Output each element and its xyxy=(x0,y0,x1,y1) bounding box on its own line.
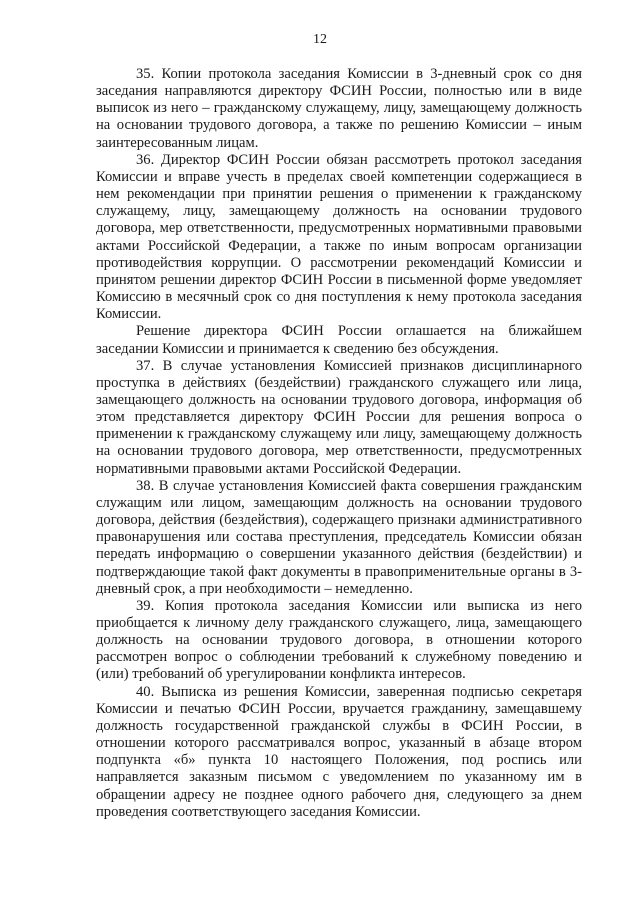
paragraph-38: 38. В случае установления Комиссией факта совершения гражданским служащим или лицом, замещающим должность на основании трудового договора, действия (бездействия), содержащего признаки административного правонарушения или состава преступления, председатель Комиссии обязан передать информацию о совершении указанного действия (бездействии) и подтверждающие такой факт документы в правоприменительные органы в 3-дневный срок, а при необходимости – немедленно. xyxy=(96,477,582,597)
paragraph-36: 36. Директор ФСИН России обязан рассмотреть протокол заседания Комиссии и вправе учесть в пределах своей компетенции содержащиеся в нем рекомендации при принятии решения о применении к гражданскому служащему, лицу, замещающему должность на основании трудового договора, мер ответственности, предусмотренных нормативными правовыми актами Российской Федерации, а также по иным вопросам организации противодействия коррупции. О рассмотрении рекомендаций Комиссии и принятом решении директор ФСИН России в письменной форме уведомляет Комиссию в месячный срок со дня поступления к нему протокола заседания Комиссии. xyxy=(96,151,582,323)
document-body xyxy=(96,66,582,821)
paragraph-36-decision: Решение директора ФСИН России оглашается на ближайшем заседании Комиссии и принимается к сведению без обсуждения. xyxy=(96,323,582,357)
page-number: 12 xyxy=(313,32,327,47)
paragraph-39: 39. Копия протокола заседания Комиссии или выписка из него приобщается к личному делу гражданского служащего, лица, замещающего должность на основании трудового договора, в отношении которого рассмотрен вопрос о соблюдении требований к служебному поведению и (или) требований об урегулировании конфликта интересов. xyxy=(96,597,582,683)
paragraph-35: 35. Копии протокола заседания Комиссии в 3-дневный срок со дня заседания направляются директору ФСИН России, полностью или в виде выписок из него – гражданскому служащему, лицу, замещающему должность на основании трудового договора, а также по решению Комиссии – иным заинтересованным лицам. xyxy=(96,66,582,151)
paragraph-40: 40. Выписка из решения Комиссии, заверенная подписью секретаря Комиссии и печатью ФСИН России, вручается гражданину, замещавшему должность государственной гражданской службы в ФСИН России, в отношении которого рассматривался вопрос, указанный в абзаце втором подпункта «б» пункта 10 настоящего Положения, под роспись или направляется заказным письмом с уведомлением по указанному им в обращении адресу не позднее одного рабочего дня, следующего за днем проведения соответствующего заседания Комиссии. xyxy=(96,683,582,820)
paragraph-37: 37. В случае установления Комиссией признаков дисциплинарного проступка в действиях (бездействии) гражданского служащего или лица, замещающего должность на основании трудового договора, информация об этом представляется директору ФСИН России для решения вопроса о применении к гражданскому служащему или лицу, замещающему должность на основании трудового договора, мер ответственности, предусмотренных нормативными правовыми актами Российской Федерации. xyxy=(96,357,582,477)
